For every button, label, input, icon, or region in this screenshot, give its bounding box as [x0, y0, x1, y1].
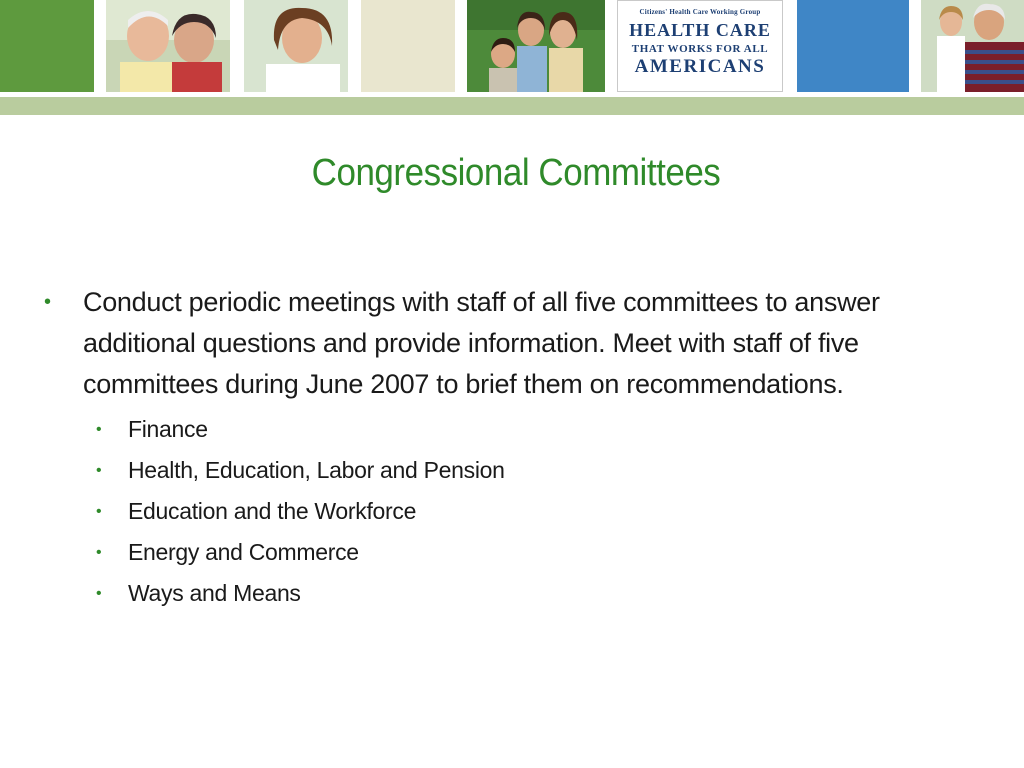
- bullet-dot-icon: •: [96, 585, 102, 602]
- blue-color-tile: [797, 0, 909, 92]
- health-care-logo: [617, 0, 783, 92]
- bullet-dot-icon: •: [96, 421, 102, 438]
- committee-name: Ways and Means: [128, 580, 301, 606]
- bullet-dot-icon: •: [44, 291, 51, 313]
- green-color-tile: [0, 0, 94, 92]
- photo-smiling-woman: [244, 0, 348, 92]
- main-bullet-text: Conduct periodic meetings with staff of all five committees to answer additional questions and provide information. Meet with staff of five committees during June 2007 to brief them on recommendations.: [83, 287, 880, 399]
- slide-body: [44, 282, 974, 614]
- logo-line-3: AMERICANS: [634, 56, 766, 77]
- list-item: [44, 573, 974, 614]
- photo-grandfather-child: [921, 0, 1024, 92]
- committee-name: Education and the Workforce: [128, 498, 417, 524]
- slide-title: Congressional Committees: [311, 152, 721, 194]
- main-bullet-item: [44, 282, 974, 405]
- list-item: [44, 532, 974, 573]
- logo-org-name: Citizens' Health Care Working Group: [639, 8, 761, 16]
- committee-name: Finance: [128, 416, 208, 442]
- list-item: [44, 491, 974, 532]
- bullet-dot-icon: •: [96, 462, 102, 479]
- logo-line-2: THAT WORKS FOR ALL: [631, 43, 769, 55]
- bullet-dot-icon: •: [96, 503, 102, 520]
- bullet-dot-icon: •: [96, 544, 102, 561]
- logo-line-1: HEALTH CARE: [629, 20, 771, 40]
- photo-senior-couple: [106, 0, 230, 92]
- committee-name: Health, Education, Labor and Pension: [128, 457, 505, 483]
- list-item: [44, 450, 974, 491]
- beige-color-tile: [361, 0, 455, 92]
- photo-children: [467, 0, 605, 92]
- committee-name: Energy and Commerce: [128, 539, 359, 565]
- committee-list: [44, 409, 974, 614]
- header-banner: [0, 0, 1024, 96]
- header-divider-bar: [0, 97, 1024, 115]
- list-item: [44, 409, 974, 450]
